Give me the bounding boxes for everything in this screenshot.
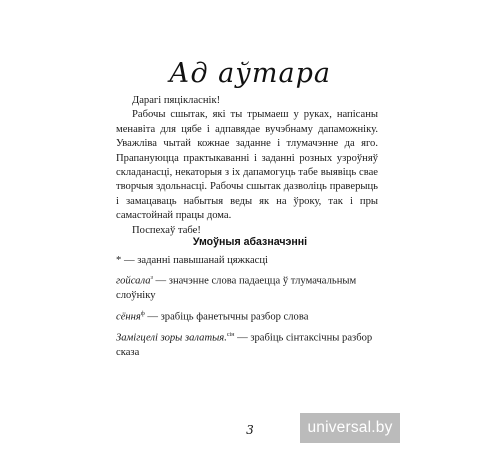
- legend-term: *: [116, 255, 122, 266]
- watermark-badge: universal.by: [300, 413, 400, 443]
- legend-mark: з: [150, 275, 153, 282]
- legend-item-phonetic: [116, 307, 384, 325]
- legend-desc: — заданні павышанай цяжкасці: [121, 255, 269, 266]
- legend-term: Замігцелі зоры залатыя.: [116, 332, 227, 344]
- page-title: Ад аўтара: [169, 58, 331, 89]
- legend-item-syntax: [116, 328, 384, 360]
- preface-text: [116, 94, 378, 238]
- preface-body: Рабочы сшытак, які ты трымаеш у руках, напісаны менавіта для цябе і адпавядае вучэбнаму дапаможніку. Уважліва чытай кожнае заданне і тлумачэнне да яго. Прапануюцца практыкаванні і заданні розных узроўняў складанасці, некаторыя з іх дапамогуць табе выявіць свае творчыя здольнасці. Рабочы сшытак дазволіць праверыць і замацаваць набытыя веды як на ўроку, так і пры самастойнай працы дома.: [116, 109, 378, 222]
- legend-list: [116, 254, 384, 360]
- legend-mark: ф: [140, 310, 145, 317]
- legend-mark: сін: [226, 331, 235, 338]
- preface-closing: Поспехаў табе!: [132, 224, 201, 236]
- page-number: 3: [246, 423, 254, 437]
- legend-item-dictionary: [116, 271, 384, 303]
- legend-desc: — зрабіць фанетычны разбор слова: [144, 311, 309, 323]
- legend-desc: — значэнне слова падаецца ў тлумачальным слоўніку: [116, 275, 357, 302]
- legend-term: гойсала: [116, 275, 151, 287]
- legend-desc: — зрабіць сінтаксічны разбор сказа: [116, 332, 373, 358]
- legend-item-difficulty: [116, 254, 384, 268]
- legend-heading: Умоўныя абазначэнні: [192, 236, 308, 248]
- legend-term: сёння: [116, 311, 141, 323]
- preface-greeting: Дарагі пяцікласнік!: [132, 95, 221, 106]
